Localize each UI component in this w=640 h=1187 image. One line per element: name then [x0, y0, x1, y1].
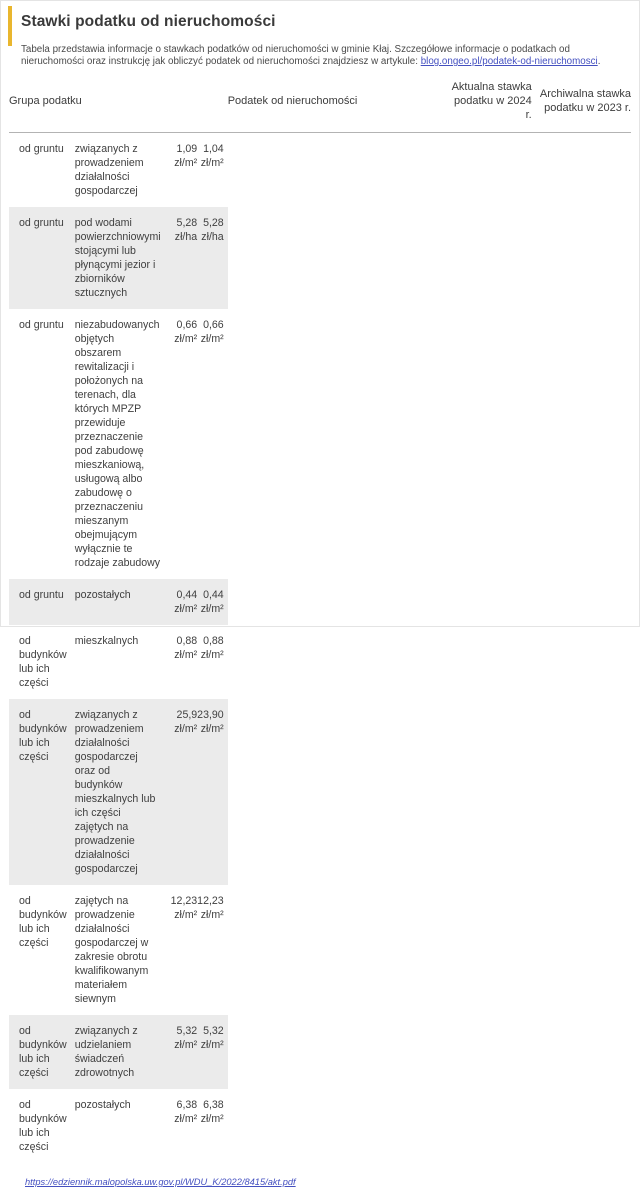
cell-rate-2023: 23,90 zł/m² [197, 709, 224, 735]
table-row [9, 133, 228, 207]
column-header-rate-2023: Archiwalna stawka podatku w 2023 r. [532, 68, 631, 133]
table-body [9, 133, 228, 1163]
tax-rates-table [9, 68, 631, 1163]
table-row [9, 309, 228, 579]
cell-rate-2023: 12,23 zł/m² [197, 895, 224, 921]
table-row [9, 885, 228, 1015]
table-row [9, 207, 228, 309]
cell-rate-2023: 6,38 zł/m² [200, 1099, 224, 1125]
cell-rate-2024: 5,32 zł/m² [174, 1025, 198, 1051]
column-header-group: Grupa podatku [9, 68, 228, 133]
cell-rate-2023: 1,04 zł/m² [200, 143, 224, 169]
cell-rate-2024: 6,38 zł/m² [174, 1099, 198, 1125]
cell-rate-2023: 0,88 zł/m² [200, 635, 224, 661]
cell-rate-2023: 5,28 zł/ha [201, 217, 224, 243]
column-header-rate-2024: Aktualna stawka podatku w 2024 r. [446, 68, 532, 133]
column-header-subject: Podatek od nieruchomości [228, 68, 446, 133]
cell-tax-subject: mieszkalnych [74, 635, 139, 647]
intro-text: Tabela przedstawia informacje o stawkach podatków od nieruchomości w gminie Kłaj. Szczegółowe informacje o podatkach od nieruchomości oraz instrukcję jak obliczyć podatek od nieruchomości znajdziesz w artykule: [21, 44, 570, 67]
cell-tax-subject: związanych z prowadzeniem działalności gospodarczej [74, 143, 144, 197]
cell-rate-2024: 12,23 zł/m² [170, 895, 198, 921]
cell-rate-2023: 5,32 zł/m² [200, 1025, 224, 1051]
cell-tax-group: od gruntu [19, 589, 64, 601]
table-row [9, 625, 228, 699]
table-row [9, 699, 228, 885]
cell-rate-2024: 0,66 zł/m² [174, 319, 198, 345]
cell-tax-group: od gruntu [19, 143, 64, 155]
accent-bar [8, 6, 12, 46]
cell-rate-2024: 0,44 zł/m² [174, 589, 198, 615]
cell-rate-2024: 1,09 zł/m² [174, 143, 198, 169]
intro-paragraph [21, 44, 629, 68]
page-title: Stawki podatku od nieruchomości [21, 13, 276, 30]
table-row [9, 1089, 228, 1163]
cell-rate-2024: 25,9 zł/m² [174, 709, 198, 735]
table-row [9, 579, 228, 625]
table-row [9, 1015, 228, 1089]
cell-tax-subject: niezabudowanych objętych obszarem rewitalizacji i położonych na terenach, dla których MPZP przewiduje przeznaczenie pod zabudowę mieszkaniową, usługową albo zabudowę o przeznaczeniu mieszanym obejmującym wyłącznie te rodzaje zabudowy [74, 319, 161, 569]
cell-tax-group: od budynków lub ich części [19, 709, 67, 763]
cell-tax-subject: pozostałych [74, 589, 131, 601]
intro-text-end: . [597, 56, 601, 67]
cell-tax-subject: pod wodami powierzchniowymi stojącymi lub płynącymi jezior i zbiorników sztucznych [74, 217, 161, 299]
cell-tax-group: od gruntu [19, 319, 64, 331]
cell-tax-group: od gruntu [19, 217, 64, 229]
cell-rate-2024: 5,28 zł/ha [174, 217, 198, 243]
cell-rate-2023: 0,44 zł/m² [200, 589, 224, 615]
source-document-link[interactable]: https://edziennik.malopolska.uw.gov.pl/WDU_K/2022/8415/akt.pdf [25, 1177, 296, 1187]
page-footer [25, 1177, 639, 1187]
cell-tax-subject: związanych z udzielaniem świadczeń zdrowotnych [74, 1025, 138, 1079]
table-header-row [9, 68, 631, 133]
cell-tax-subject: pozostałych [74, 1099, 131, 1111]
cell-rate-2024: 0,88 zł/m² [174, 635, 198, 661]
cell-tax-group: od budynków lub ich części [19, 1099, 67, 1153]
page-header [1, 1, 639, 31]
cell-tax-group: od budynków lub ich części [19, 635, 67, 689]
cell-tax-group: od budynków lub ich części [19, 895, 67, 949]
cell-tax-subject: związanych z prowadzeniem działalności gospodarczej oraz od budynków mieszkalnych lub ich części zajętych na prowadzenie działalności gospodarczej [74, 709, 156, 875]
intro-article-link[interactable]: blog.ongeo.pl/podatek-od-nieruchomosci [420, 56, 598, 67]
cell-tax-subject: zajętych na prowadzenie działalności gospodarczej w zakresie obrotu kwalifikowanym materiałem siewnym [74, 895, 149, 1005]
cell-tax-group: od budynków lub ich części [19, 1025, 67, 1079]
cell-rate-2023: 0,66 zł/m² [200, 319, 224, 345]
